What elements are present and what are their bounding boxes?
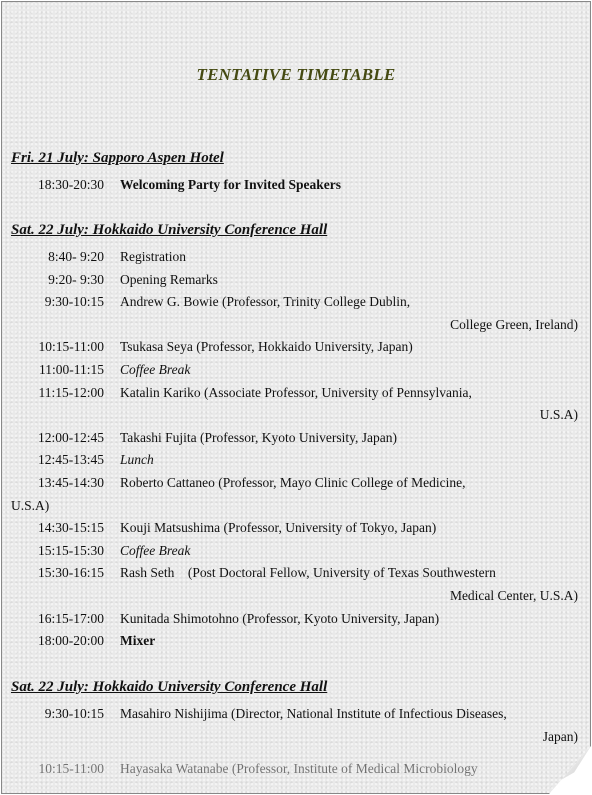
continuation-text: Medical Center, U.S.A) <box>449 588 578 603</box>
session-time: 11:00-11:15 <box>39 362 104 377</box>
session-description: Welcoming Party for Invited Speakers <box>120 177 341 192</box>
session-description: Andrew G. Bowie (Professor, Trinity College Dublin, <box>120 294 411 310</box>
page-title: TENTATIVE TIMETABLE <box>196 65 396 84</box>
session-description: Registration <box>120 249 186 264</box>
session-description: Mixer <box>120 633 156 649</box>
continuation-text: U.S.A) <box>539 407 578 423</box>
session-time: 10:15-11:00 <box>38 339 104 355</box>
session-time: 9:20- 9:30 <box>48 271 104 287</box>
session-description: Rash Seth (Post Doctoral Fellow, University of Texas Southwestern <box>120 565 496 581</box>
day-heading: Sat. 22 July: Hokkaido University Conference Hall <box>11 679 328 695</box>
session-description: Roberto Cattaneo (Professor, Mayo Clinic College of Medicine, <box>120 475 466 490</box>
session-time: 8:40- 9:20 <box>48 249 104 264</box>
session-time: 15:15-15:30 <box>38 542 104 558</box>
session-description: Tsukasa Seya (Professor, Hokkaido University, Japan) <box>120 339 413 355</box>
continuation-text: U.S.A) <box>11 497 50 513</box>
session-description: Opening Remarks <box>120 271 218 287</box>
session-description: Coffee Break <box>120 542 191 558</box>
session-time: 13:45-14:30 <box>38 475 104 490</box>
continuation-text: Japan) <box>542 728 578 744</box>
day-heading: Sat. 22 July: Hokkaido University Conference Hall <box>11 222 328 238</box>
session-time: 18:30-20:30 <box>38 177 104 192</box>
session-description: Hayasaka Watanabe (Professor, Institute of Medical Microbiology <box>120 761 478 777</box>
session-time: 9:30-10:15 <box>44 706 104 721</box>
continuation-text: College Green, Ireland) <box>450 316 578 332</box>
session-time: 12:00-12:45 <box>38 429 104 445</box>
session-description: Kouji Matsushima (Professor, University of Tokyo, Japan) <box>120 520 437 536</box>
session-time: 11:15-12:00 <box>38 384 104 400</box>
session-description: Takashi Fujita (Professor, Kyoto University, Japan) <box>120 429 397 445</box>
session-description: Masahiro Nishijima (Director, National Institute of Infectious Diseases, <box>120 706 507 721</box>
clipped-row <box>0 754 560 777</box>
session-time: 10:15-11:00 <box>38 761 104 777</box>
session-time: 14:30-15:15 <box>38 520 104 536</box>
session-time: 9:30-10:15 <box>44 294 104 310</box>
session-description: Coffee Break <box>120 362 191 377</box>
session-description: Katalin Kariko (Associate Professor, University of Pennsylvania, <box>120 384 472 400</box>
day-heading: Fri. 21 July: Sapporo Aspen Hotel <box>11 150 224 166</box>
session-time: 18:00-20:00 <box>38 633 104 649</box>
session-description: Kunitada Shimotohno (Professor, Kyoto University, Japan) <box>120 610 440 626</box>
session-time: 16:15-17:00 <box>38 610 104 626</box>
session-time: 15:30-16:15 <box>38 565 104 581</box>
session-description: Lunch <box>120 452 154 468</box>
session-time: 12:45-13:45 <box>38 452 104 468</box>
